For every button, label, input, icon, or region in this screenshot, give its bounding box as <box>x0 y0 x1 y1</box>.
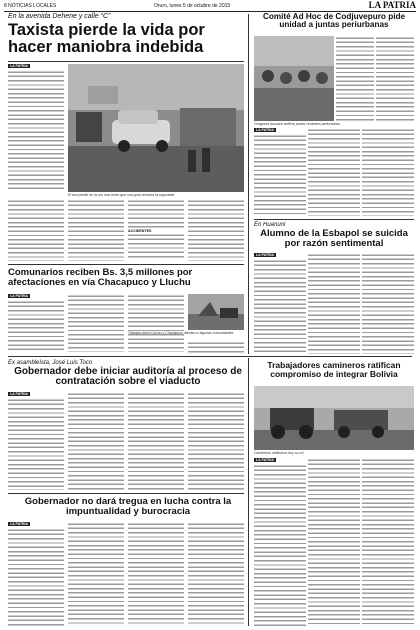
puntualidad-tag: LA PATRIA <box>10 522 29 526</box>
viaducto-headline: Gobernador debe iniciar auditoría al proceso de contratación sobre el viaducto <box>14 366 242 387</box>
codjuve-headline: Comité Ad Hoc de Codjuvepuro pide unidad a juntas periurbanas <box>262 12 406 30</box>
text-lines <box>8 70 64 190</box>
comunarios-headline: Comunarios reciben Bs. 3,5 millones por afectaciones en vía Chacapuco y Lluchu <box>8 267 193 288</box>
taxi-headline: Taxista pierde la vida por hacer maniobra indebida <box>8 21 205 56</box>
text-lines <box>362 128 414 216</box>
viaducto-tag: LA PATRIA <box>10 392 29 396</box>
construction-image <box>188 294 244 330</box>
text-lines <box>308 253 360 354</box>
divider <box>8 264 244 265</box>
text-lines <box>68 522 124 626</box>
street-scene-image <box>68 64 244 192</box>
camineros-photo-caption: Camineros ratificaron hoy su rol <box>254 451 304 455</box>
column-divider <box>248 358 249 626</box>
taxi-accident-photo <box>68 64 244 192</box>
text-lines <box>188 341 244 353</box>
text-lines <box>188 392 244 490</box>
taxi-column-1 <box>8 64 64 192</box>
meeting-image <box>254 36 334 121</box>
codjuve-tag: LA PATRIA <box>256 128 275 132</box>
text-lines <box>254 464 306 626</box>
road-works-photo <box>188 294 244 330</box>
divider <box>8 61 244 62</box>
section-label: NOTICIAS LOCALES <box>8 3 57 9</box>
page-header <box>4 2 416 12</box>
masthead-logo: LA PATRIA <box>368 0 416 10</box>
text-lines <box>362 253 414 354</box>
viaducto-column-1 <box>8 392 64 490</box>
text-lines <box>68 392 124 490</box>
taxi-column-3 <box>128 199 184 261</box>
text-lines <box>362 458 414 626</box>
camineros-tag: LA PATRIA <box>256 458 275 462</box>
esbapol-tag: LA PATRIA <box>256 253 275 257</box>
esbapol-column-1 <box>254 253 306 354</box>
codjuve-photo-caption: Congreso buscará unificar juntas vecinales periurbanas <box>254 122 341 126</box>
puntualidad-column-1 <box>8 522 64 626</box>
text-lines <box>128 294 184 352</box>
camineros-column-1 <box>254 458 306 626</box>
text-lines <box>188 199 244 261</box>
text-lines <box>336 36 374 121</box>
viaducto-photo-caption <box>8 626 9 627</box>
column-divider <box>248 14 249 354</box>
divider <box>254 219 414 220</box>
divider <box>8 356 412 357</box>
viaducto-kicker: Ex asambleísta, José Luis Toco <box>8 360 93 366</box>
text-lines <box>188 522 244 626</box>
esbapol-headline: Alumno de la Esbapol se suicida por razón sentimental <box>260 228 408 249</box>
codjuve-meeting-photo <box>254 36 334 121</box>
taxi-tag: LA PATRIA <box>10 64 29 68</box>
text-lines <box>254 259 306 354</box>
text-lines <box>8 528 64 626</box>
text-lines <box>128 199 184 229</box>
taxi-photo-caption: El taxi perdió en la vía, tras tener que una grúa remolca la seguridad <box>68 193 175 197</box>
divider <box>8 493 244 494</box>
text-lines <box>8 300 64 352</box>
codjuve-column-1 <box>254 128 306 216</box>
text-lines <box>254 134 306 216</box>
text-lines <box>308 458 360 626</box>
text-lines <box>128 522 184 626</box>
camineros-photo <box>254 386 414 450</box>
text-lines <box>308 128 360 216</box>
page-number: 8 <box>4 3 7 9</box>
issue-date: Oruro, lunes 5 de octubre de 2015 <box>154 3 231 9</box>
text-lines <box>8 199 64 261</box>
text-lines <box>128 392 184 490</box>
text-lines <box>68 199 124 261</box>
text-lines <box>128 233 184 260</box>
comunarios-column-1 <box>8 294 64 352</box>
comunarios-photo-caption: Trabajos entre Lluchu y Chacapuco afectan a algunas comunidades <box>128 331 234 335</box>
camineros-headline: Trabajadores camineros ratifican compromiso de integrar Bolivia <box>267 360 401 379</box>
taxi-kicker: En la avenida Dehene y calle “C” <box>8 13 111 20</box>
text-lines <box>376 36 414 121</box>
text-lines <box>68 294 124 352</box>
puntualidad-headline: Gobernador no dará tregua en lucha contra la impuntualidad y burocracia <box>24 496 232 517</box>
accidentes-subhead: ACCIDENTES <box>128 229 152 233</box>
comunarios-tag: LA PATRIA <box>10 294 29 298</box>
text-lines <box>8 398 64 490</box>
road-machinery-image <box>254 386 414 450</box>
esbapol-kicker: En Huanuni <box>254 222 286 228</box>
